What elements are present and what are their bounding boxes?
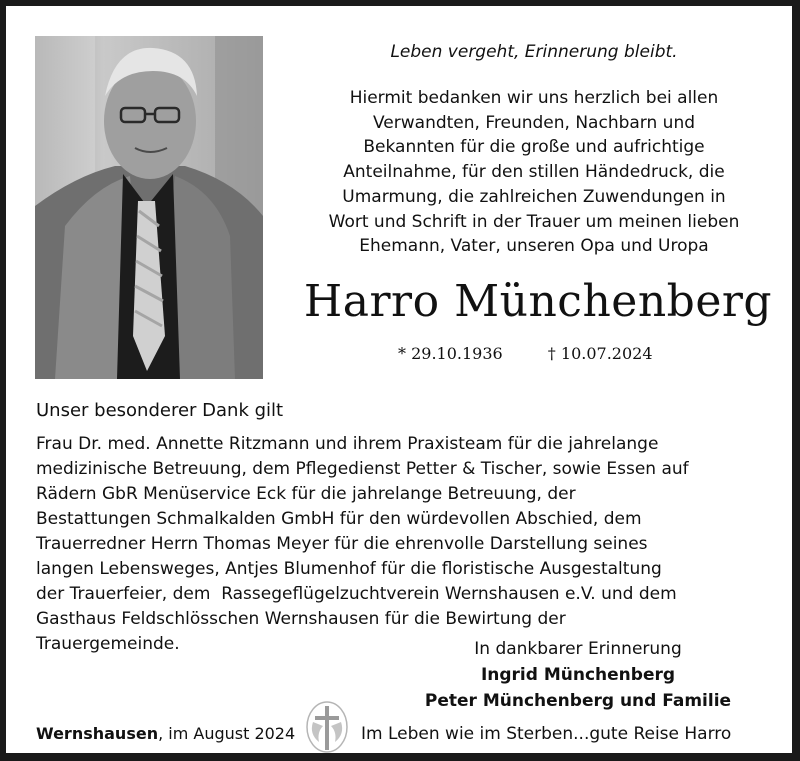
motto: Leben vergeht, Erinnerung bleibt.: [390, 42, 678, 62]
signer-name: Peter Münchenberg und Familie: [424, 691, 732, 711]
intro-line: Bekannten für die große und aufrichtige: [363, 137, 705, 158]
thanks-line: Trauerredner Herrn Thomas Meyer für die ehrenvolle Darstellung seines: [36, 534, 648, 554]
angel-cross-icon: [305, 700, 349, 754]
thanks-line: der Trauerfeier, dem Rassegeflügelzuchtverein Wernshausen e.V. und dem: [36, 584, 677, 604]
death-date: † 10.07.2024: [547, 344, 653, 363]
intro-text: [274, 86, 794, 259]
birth-date: * 29.10.1936: [398, 344, 503, 363]
intro-line: Ehemann, Vater, unseren Opa und Uropa: [359, 236, 709, 257]
thanks-line: langen Lebensweges, Antjes Blumenhof für die floristische Ausgestaltung: [36, 559, 662, 579]
deceased-name: Harro Münchenberg: [303, 276, 773, 327]
closing-phrase: In dankbarer Erinnerung: [474, 639, 682, 659]
obituary-card: [6, 6, 792, 753]
thanks-heading: Unser besonderer Dank gilt: [36, 400, 284, 421]
intro-line: Hiermit bedanken wir uns herzlich bei allen: [349, 88, 719, 108]
intro-line: Wort und Schrift in der Trauer um meinen lieben: [328, 211, 740, 232]
closing-block: [378, 636, 778, 714]
thanks-line: medizinische Betreuung, dem Pflegedienst Petter & Tischer, sowie Essen auf: [36, 459, 689, 479]
thanks-line: Trauergemeinde.: [36, 634, 180, 654]
farewell-text: Im Leben wie im Sterben...gute Reise Harro: [361, 724, 732, 744]
portrait-photo: [35, 36, 263, 379]
thanks-line: Frau Dr. med. Annette Ritzmann und ihrem Praxisteam für die jahrelange: [36, 434, 659, 454]
intro-line: Umarmung, die zahlreichen Zuwendungen in: [342, 186, 726, 207]
thanks-line: Gasthaus Feldschlösschen Wernshausen für die Bewirtung der: [36, 609, 566, 629]
intro-line: Verwandten, Freunden, Nachbarn und: [372, 112, 696, 133]
date-text: , im August 2024: [158, 724, 296, 743]
place-name: Wernshausen: [36, 724, 159, 743]
signer-name: Ingrid Münchenberg: [480, 665, 676, 685]
intro-line: Anteilnahme, für den stillen Händedruck, die: [343, 162, 725, 183]
thanks-line: Bestattungen Schmalkalden GmbH für den würdevollen Abschied, dem: [36, 509, 642, 529]
thanks-text: [36, 432, 786, 657]
life-dates: [398, 343, 653, 365]
place-and-date: [36, 723, 295, 745]
thanks-line: Rädern GbR Menüservice Eck für die jahrelange Betreuung, der: [36, 484, 576, 504]
